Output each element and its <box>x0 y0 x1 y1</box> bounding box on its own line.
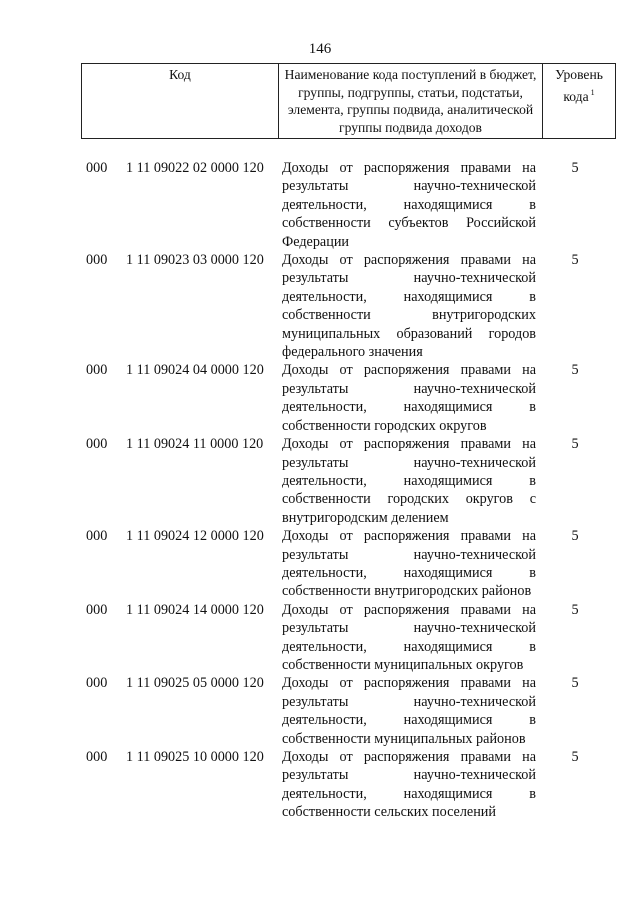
row-admin-code: 000 <box>86 601 108 618</box>
row-admin-code: 000 <box>86 749 108 765</box>
row-budget-code: 1 11 09023 03 0000 120 <box>126 252 264 269</box>
header-level-footnote: 1 <box>590 87 595 97</box>
row-name: Доходы от распоряжения правами на результаты научно-технической деятельности, находящимися в собственности городских округов <box>282 362 536 434</box>
table-row <box>0 251 640 361</box>
row-budget-code: 1 11 09022 02 0000 120 <box>126 160 264 176</box>
row-admin-code: 000 <box>86 436 108 453</box>
header-name: Наименование кода поступлений в бюджет, группы, подгруппы, статьи, подстатьи, элемента, группы подвида, аналитической группы подвида доходов <box>279 64 543 138</box>
table-row <box>0 159 640 251</box>
row-admin-code: 000 <box>86 675 108 692</box>
row-name: Доходы от распоряжения правами на результаты научно-технической деятельности, находящимися в собственности внутригородских муниципальных образований городов федерального значения <box>282 252 536 361</box>
row-budget-code: 1 11 09024 12 0000 120 <box>126 528 264 545</box>
row-budget-code: 1 11 09025 05 0000 120 <box>126 675 264 692</box>
row-level: 5 <box>571 252 579 269</box>
row-budget-code: 1 11 09024 04 0000 120 <box>126 362 264 379</box>
table-row <box>0 601 640 675</box>
header-code: Код <box>82 64 279 138</box>
row-name: Доходы от распоряжения правами на результаты научно-технической деятельности, находящимися в собственности субъектов Российской Федерации <box>282 160 536 250</box>
page-number: 146 <box>308 41 332 57</box>
row-admin-code: 000 <box>86 160 108 176</box>
row-budget-code: 1 11 09024 14 0000 120 <box>126 601 264 618</box>
row-level: 5 <box>571 528 579 545</box>
row-admin-code: 000 <box>86 252 108 269</box>
table-row <box>0 674 640 748</box>
table-row <box>0 748 640 822</box>
row-level: 5 <box>571 675 579 692</box>
table-row <box>0 361 640 435</box>
header-level-label: Уровень кода <box>555 67 603 104</box>
row-budget-code: 1 11 09025 10 0000 120 <box>126 749 264 765</box>
table-row <box>0 527 640 601</box>
row-name: Доходы от распоряжения правами на результаты научно-технической деятельности, находящимися в собственности городских округов с внутригородским делением <box>282 436 536 526</box>
table-row <box>0 435 640 527</box>
row-admin-code: 000 <box>86 528 108 545</box>
row-name: Доходы от распоряжения правами на результаты научно-технической деятельности, находящимися в собственности сельских поселений <box>282 749 536 821</box>
row-name: Доходы от распоряжения правами на результаты научно-технической деятельности, находящимися в собственности муниципальных округов <box>282 601 536 673</box>
row-level: 5 <box>571 601 579 618</box>
table-header <box>81 63 616 139</box>
table-body <box>0 159 640 822</box>
row-admin-code: 000 <box>86 362 108 379</box>
row-level: 5 <box>571 160 579 176</box>
row-level: 5 <box>571 749 579 765</box>
row-budget-code: 1 11 09024 11 0000 120 <box>126 436 264 453</box>
row-name: Доходы от распоряжения правами на результаты научно-технической деятельности, находящимися в собственности муниципальных районов <box>282 675 536 747</box>
header-level <box>543 64 615 138</box>
row-name: Доходы от распоряжения правами на результаты научно-технической деятельности, находящимися в собственности внутригородских районов <box>282 528 536 600</box>
row-level: 5 <box>571 436 579 453</box>
row-level: 5 <box>571 362 579 379</box>
